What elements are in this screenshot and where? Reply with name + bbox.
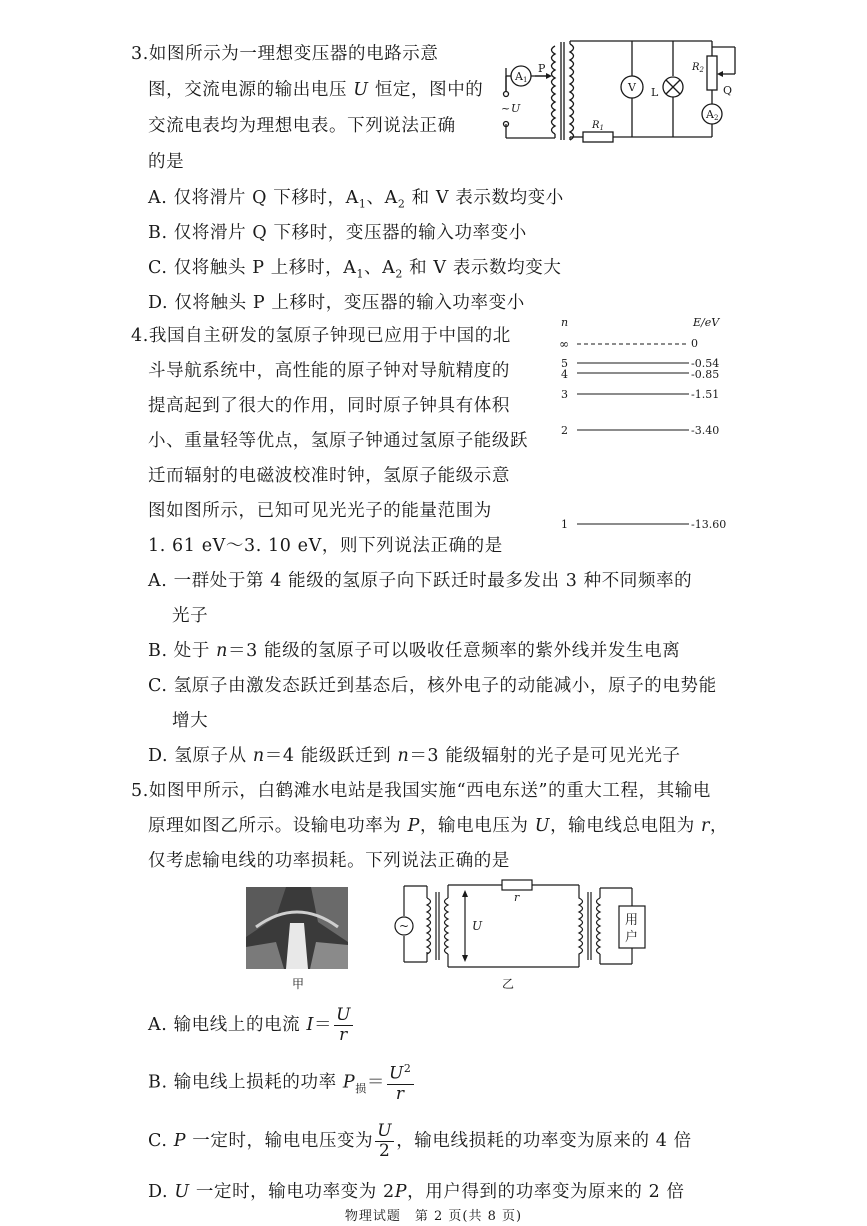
q4-option-d-text: ＝3 能级辐射的光子是可见光光子	[409, 746, 681, 766]
fraction-numerator-var: U	[388, 1063, 404, 1084]
q5-option-d-text: D.	[148, 1182, 175, 1202]
energy-level-e: -0.54	[691, 357, 720, 370]
energy-n-header: n	[561, 316, 569, 329]
user-label-1: 用	[625, 913, 639, 928]
q3-circuit-a2-label: A2	[706, 108, 719, 122]
q3-circuit-r2-label: $R_2$	[692, 62, 704, 74]
q4-option-c-text: C. 氢原子由激发态跃迁到基态后，核外电子的动能减小，原子的电势能	[148, 676, 717, 696]
fraction-numerator: U	[336, 1005, 351, 1025]
q5-option-b-var: P	[342, 1072, 356, 1093]
q3-stem-text: 恒定，图中的	[374, 80, 484, 100]
q3-number: 3.	[131, 44, 149, 64]
q5-option-a	[148, 1007, 355, 1044]
q5-option-d-var: U	[174, 1182, 190, 1202]
q3-stem-text: 的是	[148, 152, 185, 172]
fig-yi-caption: 乙	[502, 977, 515, 991]
q3-option-a-sub: 1	[358, 197, 367, 211]
q3-circuit-r1-label: $R_1$	[592, 120, 604, 132]
q3-option-a-sub: 2	[397, 197, 406, 211]
energy-level-n: 1	[561, 518, 568, 531]
dam-photo-graphic	[246, 887, 348, 969]
fraction-denominator: r	[339, 1025, 348, 1045]
q5-option-b-fraction	[387, 1063, 414, 1103]
q3-circuit-a1-label: A1	[515, 70, 528, 84]
q5-option-b-text: B. 输电线上损耗的功率	[148, 1072, 343, 1093]
q3-line-3	[148, 112, 456, 137]
q3-option-a-text: 、A	[366, 188, 398, 208]
q4-stem-text: 我国自主研发的氢原子钟现已应用于中国的北	[148, 326, 511, 346]
q4-stem-text: 斗导航系统中，高性能的原子钟对导航精度的	[148, 361, 510, 381]
q3-line-2	[148, 76, 483, 101]
q5-number: 5.	[131, 781, 149, 801]
q3-transformer-circuit-diagram	[495, 32, 755, 150]
q5-option-a-text: A. 输电线上的电流	[148, 1015, 307, 1035]
energy-level-e: -3.40	[691, 424, 720, 437]
fraction-numerator	[387, 1063, 414, 1085]
q3-option-a	[148, 184, 564, 211]
q3-option-b-text: B. 仅将滑片 Q 下移时，变压器的输入功率变小	[148, 223, 527, 243]
q5-option-b-eq: ＝	[366, 1072, 385, 1093]
q5-option-c-text: ，输电线损耗的功率变为原来的 4 倍	[396, 1131, 692, 1151]
energy-level-e: 0	[691, 337, 698, 350]
q3-circuit-u-label: U	[511, 102, 521, 115]
q4-stem-text: 1. 61 eV～3. 10 eV，则下列说法正确的是	[148, 536, 503, 556]
q3-stem-text: 如图所示为一理想变压器的电路示意	[148, 44, 439, 64]
q4-line-5	[148, 462, 510, 487]
q5-stem-text: ，输电线总电阻为	[550, 816, 702, 836]
q3-line-4	[148, 148, 184, 173]
q5-option-a-fraction	[334, 1007, 353, 1044]
q4-stem-text: 提高起到了很大的作用，同时原子钟具有体积	[148, 396, 510, 416]
q4-option-c-1	[148, 672, 717, 697]
q4-option-d-var: n	[252, 746, 265, 766]
q4-line-3	[148, 392, 510, 417]
q4-option-a-2	[172, 602, 208, 627]
energy-level-e: -13.60	[691, 518, 727, 531]
fraction-denominator: r	[395, 1083, 405, 1104]
q5-option-c-fraction	[375, 1123, 394, 1160]
q5-option-d-text: ，用户得到的功率变为原来的 2 倍	[407, 1182, 685, 1202]
q3-option-c-sub: 2	[395, 267, 403, 281]
q5-stem-text: ，	[710, 816, 729, 836]
energy-level-n: 4	[561, 368, 568, 381]
q5-option-b-sub: 损	[355, 1081, 367, 1095]
q3-circuit-v-label: V	[628, 81, 636, 94]
q4-stem-text: 迁而辐射的电磁波校准时钟，氢原子能级示意	[148, 466, 510, 486]
energy-level-e: -1.51	[691, 388, 720, 401]
q3-option-c-sub: 1	[356, 267, 365, 281]
q5-stem-text: 仅考虑输电线的功率损耗。下列说法正确的是	[148, 851, 510, 871]
fig-jia-caption: 甲	[292, 977, 305, 991]
q5-stem-var: P	[407, 816, 420, 836]
user-label-2: 户	[625, 930, 639, 945]
q4-stem-text: 图如图所示，已知可见光光子的能量范围为	[148, 501, 492, 521]
q4-option-a-text: 光子	[172, 606, 209, 626]
q4-option-d-text: ＝4 能级跃迁到	[264, 746, 398, 766]
q5-line-3	[148, 847, 510, 872]
q3-circuit-q-label: Q	[723, 84, 733, 97]
q4-option-a-text: A. 一群处于第 4 能级的氢原子向下跃迁时最多发出 3 种不同频率的	[148, 571, 693, 591]
q3-option-c	[148, 254, 561, 281]
q4-option-b-var: n	[216, 641, 229, 661]
q4-option-b-text: B. 处于	[148, 641, 217, 661]
q4-energy-level-diagram	[555, 312, 755, 537]
transmission-r-label: r	[514, 891, 520, 904]
q3-circuit-p-label: P	[538, 62, 546, 75]
q3-option-d-text: D. 仅将触头 P 上移时，变压器的输入功率变小	[148, 293, 525, 313]
q3-option-c-text: C. 仅将触头 P 上移时，A	[148, 258, 357, 278]
q4-option-c-text: 增大	[172, 711, 209, 731]
energy-level-e: -0.85	[691, 368, 720, 381]
q4-stem-text: 小、重量轻等优点，氢原子钟通过氢原子能级跃	[148, 431, 529, 451]
dam-photo	[246, 887, 348, 969]
q3-option-b	[148, 219, 527, 244]
q4-line-1	[131, 322, 511, 347]
transmission-u-label: U	[472, 919, 483, 933]
q3-option-d	[148, 289, 525, 314]
fraction-numerator: U	[377, 1121, 393, 1141]
q3-stem-text: 图，交流电源的输出电压	[148, 80, 348, 100]
energy-e-header: E/eV	[693, 316, 720, 329]
energy-level-n: 2	[561, 424, 568, 437]
q5-line-1	[131, 777, 711, 802]
energy-level-n: 5	[561, 357, 568, 370]
q5-stem-text: 原理如图乙所示。设输电功率为	[148, 816, 408, 836]
q3-stem-text: 交流电表均为理想电表。下列说法正确	[148, 116, 456, 136]
q3-option-a-text: 和 V 表示数均变小	[405, 188, 564, 208]
q4-option-d-text: D. 氢原子从	[148, 746, 253, 766]
q4-line-4	[148, 427, 528, 452]
q4-option-a-1	[148, 567, 692, 592]
q4-number: 4.	[131, 326, 149, 346]
q4-option-d-var: n	[397, 746, 410, 766]
q5-stem-var: r	[701, 816, 710, 836]
q5-option-c	[148, 1123, 692, 1160]
q4-line-2	[148, 357, 510, 382]
fraction-numerator-sup: 2	[403, 1062, 412, 1075]
generator-tilde: ~	[399, 919, 410, 933]
q5-option-a-var: I	[306, 1015, 314, 1035]
page-footer: 物理试题 第 2 页(共 8 页)	[344, 1209, 523, 1224]
q5-option-b	[148, 1063, 416, 1103]
q5-stem-var: U	[534, 816, 551, 836]
fraction-denominator: 2	[379, 1141, 391, 1161]
q3-option-c-text: 和 V 表示数均变大	[403, 258, 562, 278]
q5-option-d-var: P	[394, 1182, 408, 1202]
q5-option-d	[148, 1178, 685, 1203]
q4-option-c-2	[172, 707, 208, 732]
q5-option-d-text: 一定时，输电功率变为 2	[189, 1182, 395, 1202]
q5-stem-text: ，输电电压为	[419, 816, 535, 836]
q3-line-1	[131, 40, 439, 65]
q3-option-a-text: A. 仅将滑片 Q 下移时，A	[148, 188, 359, 208]
transmission-circuit-diagram	[382, 878, 652, 973]
q3-option-c-text: 、A	[364, 258, 396, 278]
q4-line-7	[148, 532, 503, 557]
q5-option-a-eq: ＝	[313, 1015, 333, 1035]
q4-option-d	[148, 742, 681, 767]
q4-option-b-text: ＝3 能级的氢原子可以吸收任意频率的紫外线并发生电离	[228, 641, 681, 661]
q3-circuit-l-label: L	[651, 86, 659, 99]
energy-level-n: ∞	[559, 337, 569, 351]
q5-option-c-text: C.	[148, 1131, 174, 1151]
q5-stem-text: 如图甲所示，白鹤滩水电站是我国实施“西电东送”的重大工程，其输电	[148, 781, 711, 801]
q3-circuit-tilde: ~	[501, 102, 511, 115]
q5-line-2	[148, 812, 728, 837]
energy-level-n: 3	[561, 388, 568, 401]
q5-option-c-var: P	[173, 1131, 187, 1151]
q4-option-b	[148, 637, 680, 662]
q3-var-u: U	[353, 80, 369, 100]
q4-line-6	[148, 497, 492, 522]
q5-option-c-text: 一定时，输电电压变为	[186, 1131, 374, 1151]
